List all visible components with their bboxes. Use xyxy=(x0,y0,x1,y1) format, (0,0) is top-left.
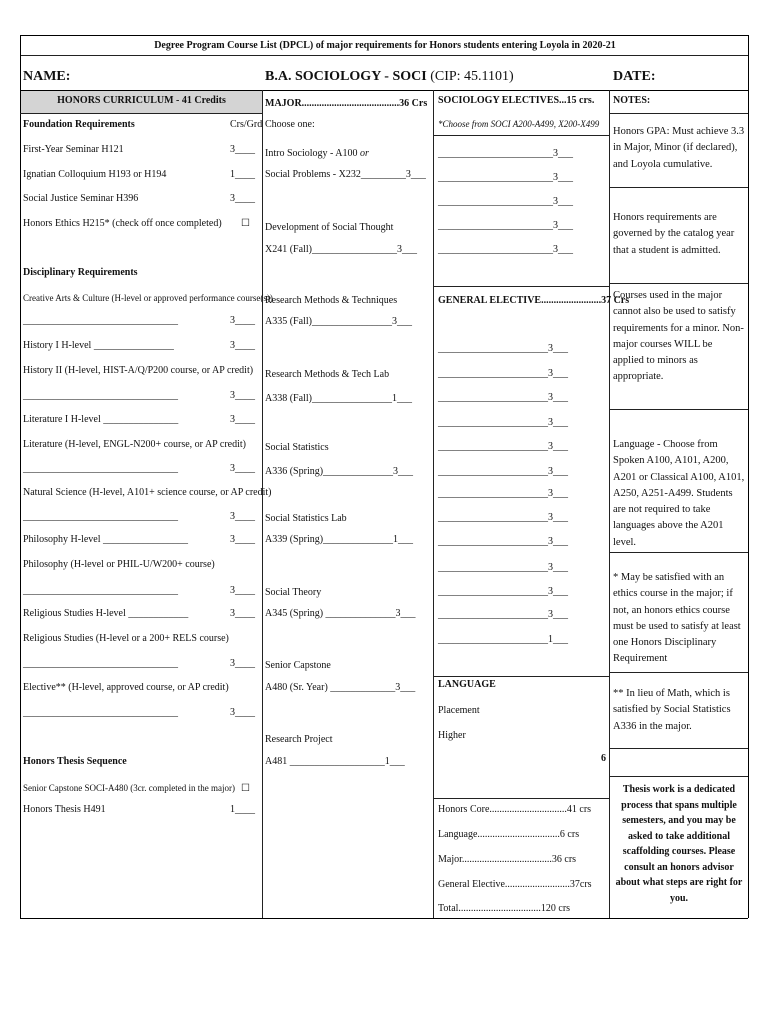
soc-electives-header: SOCIOLOGY ELECTIVES...15 crs. xyxy=(438,95,595,106)
total-honors-core: Honors Core...............................41 crs xyxy=(438,804,592,815)
notes-rule-3 xyxy=(609,409,748,410)
thesis-label-0: Senior Capstone SOCI-A480 (3cr. completed in the major) xyxy=(23,783,235,793)
disc-blank-5[interactable]: _______________________________ xyxy=(23,511,178,522)
disc-credit-2[interactable]: 3____ xyxy=(230,390,255,401)
crs-grd-header: Crs/Grd xyxy=(230,119,263,130)
notes-rule-5 xyxy=(609,672,748,673)
thesis-credit-1[interactable]: 1____ xyxy=(230,804,255,815)
foundation-label-1: Ignatian Colloquium H193 or H194 xyxy=(23,169,167,180)
general-elective-line-2[interactable]: ______________________3___ xyxy=(438,392,568,403)
general-elective-line-7[interactable]: ______________________3___ xyxy=(438,512,568,523)
notes-rule-6 xyxy=(609,748,748,749)
major-header: MAJOR.......................................36 Crs xyxy=(265,98,428,109)
disc-credit-6[interactable]: 3____ xyxy=(230,534,255,545)
foundation-credit-0[interactable]: 3____ xyxy=(230,144,255,155)
major-ssl-1: Social Statistics Lab xyxy=(265,513,347,524)
foundation-credit-1[interactable]: 1____ xyxy=(230,169,255,180)
major-sc-1: Senior Capstone xyxy=(265,660,331,671)
disc-credit-3[interactable]: 3____ xyxy=(230,414,255,425)
disc-blank-4[interactable]: _______________________________ xyxy=(23,463,178,474)
disc-label-7: Philosophy (H-level or PHIL-U/W200+ course) xyxy=(23,559,215,570)
major-st-2[interactable]: A345 (Spring) ______________3___ xyxy=(265,608,416,619)
soc-elective-line-1[interactable]: _______________________3___ xyxy=(438,172,573,183)
disc-credit-5[interactable]: 3____ xyxy=(230,511,255,522)
note-catalog: Honors requirements are governed by the catalog year that a student is admitted. xyxy=(613,212,735,256)
general-elective-line-12[interactable]: ______________________1___ xyxy=(438,634,568,645)
notes-rule-2 xyxy=(609,283,748,284)
disc-label-10: Elective** (H-level, approved course, or AP credit) xyxy=(23,682,229,693)
foundation-title: Foundation Requirements xyxy=(23,119,135,130)
disc-blank-7[interactable]: _______________________________ xyxy=(23,585,178,596)
note-ethics: * May be satisfied with an ethics course in the major; if not, an honors ethics course must be used to satisfy at least one Honors Disciplinary Requirement xyxy=(613,572,741,665)
language-higher: Higher xyxy=(438,730,466,741)
soc-elective-line-3[interactable]: _______________________3___ xyxy=(438,220,573,231)
major-rp-2[interactable]: A481 ___________________1___ xyxy=(265,756,405,767)
note-math: ** In lieu of Math, which is satisfied by Social Statistics A336 in the major. xyxy=(613,688,731,732)
disc-label-3[interactable]: Literature I H-level _______________ xyxy=(23,414,179,425)
thesis-title: Honors Thesis Sequence xyxy=(23,756,127,767)
disc-blank-0[interactable]: _______________________________ xyxy=(23,315,178,326)
major-rml-1: Research Methods & Tech Lab xyxy=(265,369,390,380)
disc-blank-10[interactable]: _______________________________ xyxy=(23,707,178,718)
notes-header-rule xyxy=(609,113,748,114)
soc-elective-line-2[interactable]: _______________________3___ xyxy=(438,196,573,207)
col-divider-3 xyxy=(609,90,610,918)
major-dev-1: Development of Social Thought xyxy=(265,222,394,233)
disc-credit-8[interactable]: 3____ xyxy=(230,608,255,619)
outer-left-border xyxy=(20,35,21,918)
ethics-checkbox[interactable]: ☐ xyxy=(241,218,250,229)
general-elective-header: GENERAL ELECTIVE........................37 Crs xyxy=(438,295,630,306)
major-intro-line xyxy=(265,149,369,159)
soc-elective-line-4[interactable]: _______________________3___ xyxy=(438,244,573,255)
major-intro-or: or xyxy=(360,148,369,159)
note-gpa: Honors GPA: Must achieve 3.3 in Major, Minor (if declared), and Loyola cumulative. xyxy=(613,126,745,170)
language-credits: 6 xyxy=(601,753,606,764)
program-title xyxy=(265,70,514,84)
notes-rule-7 xyxy=(609,776,748,777)
major-ss-2[interactable]: A336 (Spring)______________3___ xyxy=(265,466,414,477)
disc-credit-4[interactable]: 3____ xyxy=(230,463,255,474)
major-intro-b[interactable]: Social Problems - X232_________3___ xyxy=(265,169,426,180)
major-ss-1: Social Statistics xyxy=(265,442,329,453)
general-elective-line-11[interactable]: ______________________3___ xyxy=(438,609,568,620)
disc-label-0: Creative Arts & Culture (H-level or approved performance course(s)) xyxy=(23,293,273,303)
notes-rule-4 xyxy=(609,552,748,553)
honors-curriculum-header: HONORS CURRICULUM - 41 Credits xyxy=(57,95,226,106)
language-header: LANGUAGE xyxy=(438,679,496,690)
general-elective-line-1[interactable]: ______________________3___ xyxy=(438,368,568,379)
major-choose: Choose one: xyxy=(265,119,315,130)
disc-label-2: History II (H-level, HIST-A/Q/P200 course, or AP credit) xyxy=(23,365,254,376)
notes-rule-1 xyxy=(609,187,748,188)
disciplinary-title: Disciplinary Requirements xyxy=(23,267,138,278)
soc-electives-choose: *Choose from SOCI A200-A499, X200-X499 xyxy=(438,119,600,129)
document-title: Degree Program Course List (DPCL) of major requirements for Honors students entering Loyola in 2020-21 xyxy=(154,40,616,51)
general-elective-line-8[interactable]: ______________________3___ xyxy=(438,536,568,547)
major-sc-2[interactable]: A480 (Sr. Year) _____________3___ xyxy=(265,682,416,693)
col-divider-2 xyxy=(433,90,434,918)
foundation-label-0: First-Year Seminar H121 xyxy=(23,144,124,155)
soc-elective-line-0[interactable]: _______________________3___ xyxy=(438,148,573,159)
date-label: DATE: xyxy=(613,69,656,84)
outer-bottom-border xyxy=(20,918,748,919)
name-label: NAME: xyxy=(23,69,71,84)
general-elective-line-10[interactable]: ______________________3___ xyxy=(438,586,568,597)
disc-credit-1[interactable]: 3____ xyxy=(230,340,255,351)
program-name: B.A. SOCIOLOGY - SOCI xyxy=(265,69,427,84)
foundation-label-2: Social Justice Seminar H396 xyxy=(23,193,139,204)
disc-label-8[interactable]: Religious Studies H-level ____________ xyxy=(23,608,189,619)
honors-header-rule xyxy=(20,113,262,114)
totals-top-rule xyxy=(433,798,609,799)
general-elective-line-5[interactable]: ______________________3___ xyxy=(438,466,568,477)
disc-label-1[interactable]: History I H-level ________________ xyxy=(23,340,174,351)
total-overall: Total.................................120 crs xyxy=(438,903,571,914)
disc-credit-7[interactable]: 3____ xyxy=(230,585,255,596)
outer-right-border xyxy=(748,35,749,918)
notes-header: NOTES: xyxy=(613,95,651,106)
major-intro-a: Intro Sociology - A100 xyxy=(265,148,360,159)
soc-elective-bottom-rule xyxy=(433,286,609,287)
major-rm-1: Research Methods & Techniques xyxy=(265,295,398,306)
capstone-checkbox[interactable]: ☐ xyxy=(241,783,250,794)
disc-credit-10[interactable]: 3____ xyxy=(230,707,255,718)
major-ssl-2[interactable]: A339 (Spring)______________1___ xyxy=(265,534,414,545)
col-divider-1 xyxy=(262,90,263,918)
program-cip: (CIP: 45.1101) xyxy=(430,69,514,84)
language-top-rule xyxy=(433,676,609,677)
total-language: Language.................................6 crs xyxy=(438,829,580,840)
language-placement: Placement xyxy=(438,705,480,716)
major-rml-2[interactable]: A338 (Fall)________________1___ xyxy=(265,393,412,404)
foundation-label-3: Honors Ethics H215* (check off once completed) xyxy=(23,218,222,229)
total-general-elective: General Elective..........................37crs xyxy=(438,879,592,890)
major-rp-1: Research Project xyxy=(265,734,333,745)
disc-credit-9[interactable]: 3____ xyxy=(230,658,255,669)
note-courses: Courses used in the major cannot also be used to satisfy requirements for a minor. Non-major courses WILL be applied to minors as appropriate. xyxy=(613,290,744,383)
general-elective-line-3[interactable]: ______________________3___ xyxy=(438,417,568,428)
disc-blank-2[interactable]: _______________________________ xyxy=(23,390,178,401)
disc-label-4: Literature (H-level, ENGL-N200+ course, or AP credit) xyxy=(23,439,246,450)
thesis-label-1: Honors Thesis H491 xyxy=(23,804,106,815)
general-elective-line-9[interactable]: ______________________3___ xyxy=(438,562,568,573)
disc-blank-9[interactable]: _______________________________ xyxy=(23,658,178,669)
total-major: Major....................................36 crs xyxy=(438,854,577,865)
disc-label-9: Religious Studies (H-level or a 200+ RELS course) xyxy=(23,633,229,644)
note-thesis: Thesis work is a dedicated process that spans multiple semesters, and you may be asked to take additional scaffolding courses. Please consult an honors advisor about what steps are right for you. xyxy=(615,784,743,904)
outer-top-border xyxy=(20,35,748,36)
disc-credit-0[interactable]: 3____ xyxy=(230,315,255,326)
general-elective-line-0[interactable]: ______________________3___ xyxy=(438,343,568,354)
major-dev-2[interactable]: X241 (Fall)_________________3___ xyxy=(265,244,417,255)
general-elective-line-4[interactable]: ______________________3___ xyxy=(438,441,568,452)
disc-label-6[interactable]: Philosophy H-level _________________ xyxy=(23,534,188,545)
foundation-credit-2[interactable]: 3____ xyxy=(230,193,255,204)
soc-choose-rule xyxy=(433,135,609,136)
major-rm-2[interactable]: A335 (Fall)________________3___ xyxy=(265,316,412,327)
general-elective-line-6[interactable]: ______________________3___ xyxy=(438,488,568,499)
disc-label-5: Natural Science (H-level, A101+ science course, or AP credit) xyxy=(23,487,272,498)
major-st-1: Social Theory xyxy=(265,587,322,598)
title-bottom-rule xyxy=(20,55,748,56)
note-language: Language - Choose from Spoken A100, A101, A200, A201 or Classical A100, A101, A250, A251-A499. Students are not required to take languages above the A201 level. xyxy=(613,439,745,548)
